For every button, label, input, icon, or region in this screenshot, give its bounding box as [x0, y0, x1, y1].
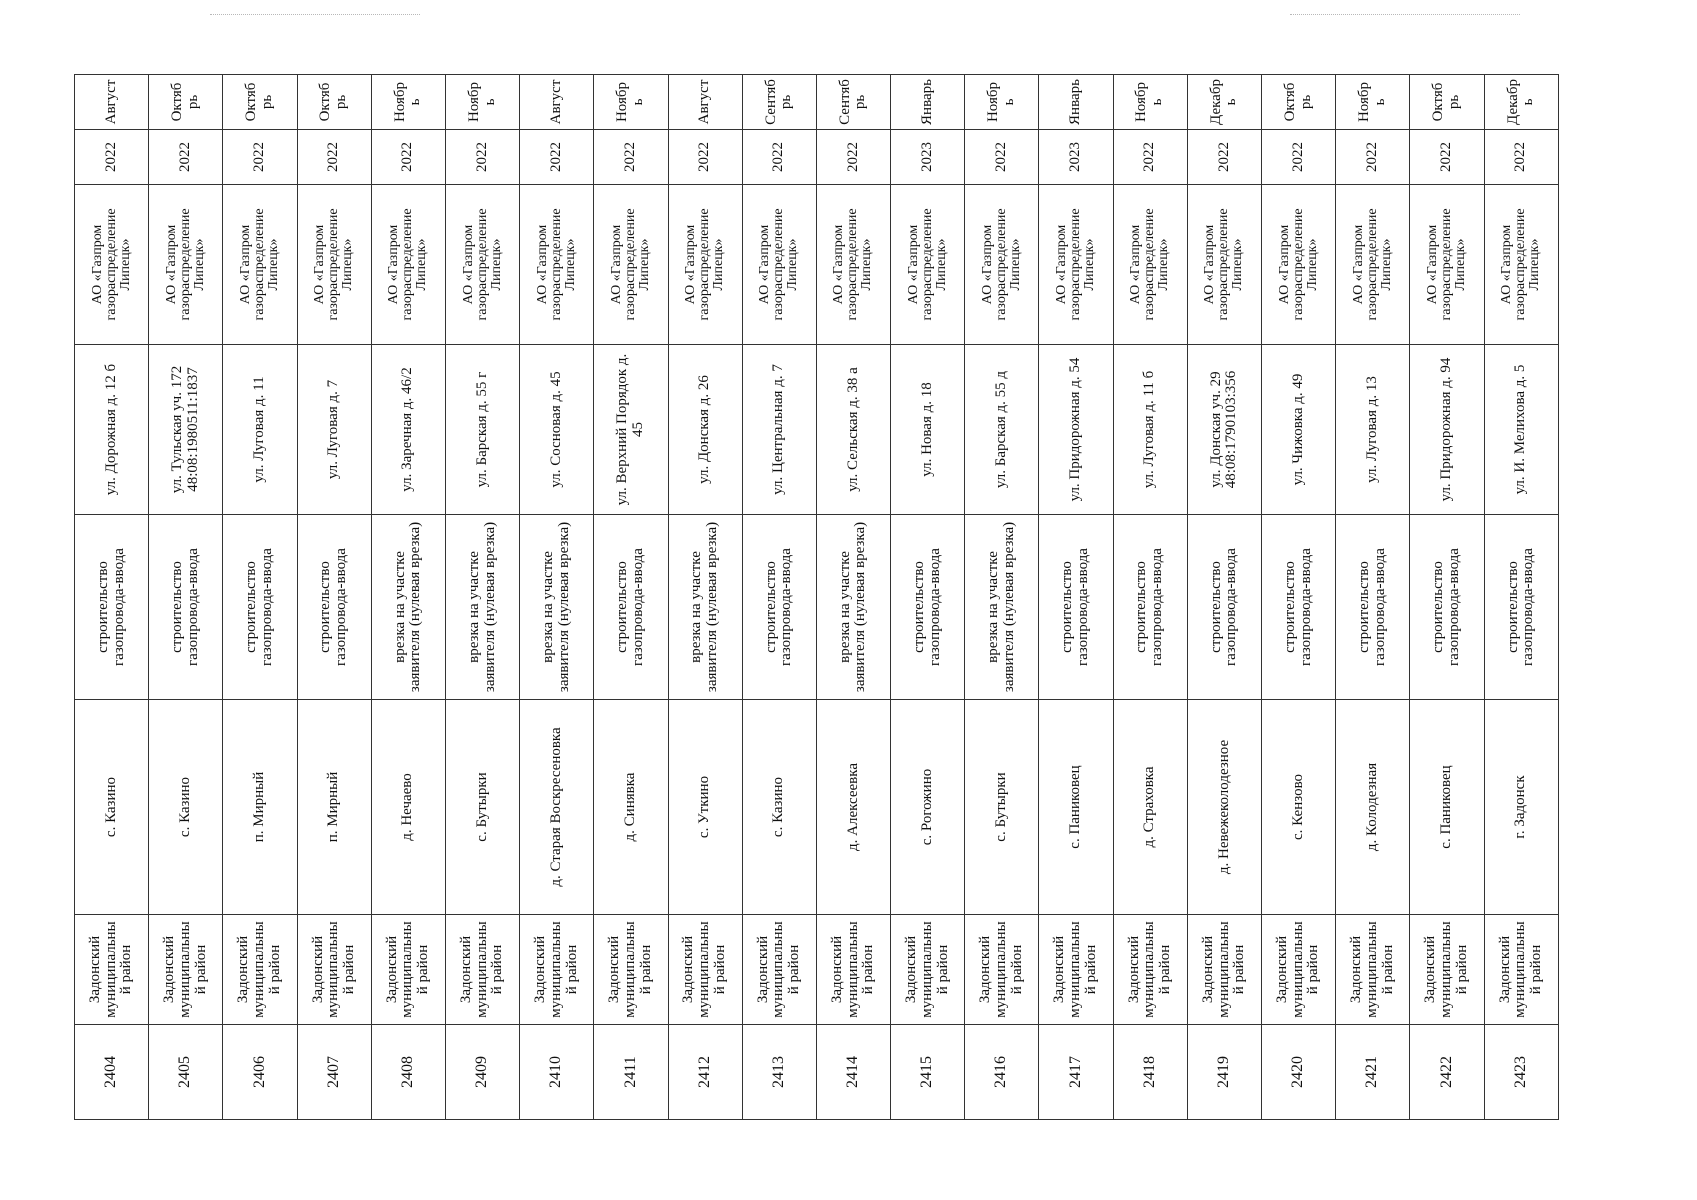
locality-cell: с. Бутырки	[445, 700, 519, 915]
table-row	[965, 75, 1039, 1120]
locality-cell: д. Старая Воскресеновка	[520, 700, 594, 915]
row-number-cell: 2415	[891, 1025, 965, 1120]
work-type-cell: строительство газопровода-ввода	[1113, 515, 1187, 700]
month-cell: Ноябрь	[1113, 75, 1187, 130]
district-cell: Задонский муниципальный район	[149, 915, 223, 1025]
table-row	[520, 75, 594, 1120]
organization-cell: АО «Газпром газораспределение Липецк»	[75, 185, 149, 345]
work-type-cell: строительство газопровода-ввода	[149, 515, 223, 700]
work-type-cell: врезка на участке заявителя (нулевая врезка)	[520, 515, 594, 700]
address-cell: ул. И. Мелихова д. 5	[1484, 345, 1558, 515]
locality-cell: с. Бутырки	[965, 700, 1039, 915]
year-cell: 2022	[1336, 130, 1410, 185]
address-cell: ул. Донская уч. 29 48:08:1790103:356	[1187, 345, 1261, 515]
table-row	[816, 75, 890, 1120]
organization-cell: АО «Газпром газораспределение Липецк»	[371, 185, 445, 345]
row-number-cell: 2422	[1410, 1025, 1484, 1120]
organization-cell: АО «Газпром газораспределение Липецк»	[297, 185, 371, 345]
district-cell: Задонский муниципальный район	[1113, 915, 1187, 1025]
locality-cell: д. Страховка	[1113, 700, 1187, 915]
table-row	[223, 75, 297, 1120]
year-cell: 2022	[1262, 130, 1336, 185]
address-cell: ул. Луговая д. 7	[297, 345, 371, 515]
row-number-cell: 2413	[742, 1025, 816, 1120]
organization-cell: АО «Газпром газораспределение Липецк»	[1039, 185, 1113, 345]
organization-cell: АО «Газпром газораспределение Липецк»	[520, 185, 594, 345]
row-number-cell: 2411	[594, 1025, 668, 1120]
organization-cell: АО «Газпром газораспределение Липецк»	[1336, 185, 1410, 345]
year-cell: 2022	[223, 130, 297, 185]
month-cell: Ноябрь	[965, 75, 1039, 130]
year-cell: 2022	[75, 130, 149, 185]
organization-cell: АО «Газпром газораспределение Липецк»	[965, 185, 1039, 345]
organization-cell: АО «Газпром газораспределение Липецк»	[1113, 185, 1187, 345]
year-cell: 2022	[1484, 130, 1558, 185]
organization-cell: АО «Газпром газораспределение Липецк»	[891, 185, 965, 345]
year-cell: 2022	[742, 130, 816, 185]
table-body	[75, 75, 1559, 1120]
locality-cell: с. Рогожино	[891, 700, 965, 915]
locality-cell: с. Казино	[75, 700, 149, 915]
work-type-cell: врезка на участке заявителя (нулевая врезка)	[371, 515, 445, 700]
locality-cell: п. Мирный	[297, 700, 371, 915]
district-cell: Задонский муниципальный район	[75, 915, 149, 1025]
month-cell: Октябрь	[297, 75, 371, 130]
district-cell: Задонский муниципальный район	[520, 915, 594, 1025]
year-cell: 2023	[891, 130, 965, 185]
scan-artifact-line	[1290, 14, 1520, 15]
month-cell: Январь	[891, 75, 965, 130]
row-number-cell: 2409	[445, 1025, 519, 1120]
row-number-cell: 2417	[1039, 1025, 1113, 1120]
year-cell: 2022	[297, 130, 371, 185]
month-cell: Октябрь	[223, 75, 297, 130]
year-cell: 2022	[594, 130, 668, 185]
row-number-cell: 2418	[1113, 1025, 1187, 1120]
row-number-cell: 2405	[149, 1025, 223, 1120]
address-cell: ул. Сосновая д. 45	[520, 345, 594, 515]
table-row	[149, 75, 223, 1120]
row-number-cell: 2423	[1484, 1025, 1558, 1120]
month-cell: Сентябрь	[742, 75, 816, 130]
address-cell: ул. Придорожная д. 94	[1410, 345, 1484, 515]
year-cell: 2022	[1113, 130, 1187, 185]
organization-cell: АО «Газпром газораспределение Липецк»	[1484, 185, 1558, 345]
organization-cell: АО «Газпром газораспределение Липецк»	[594, 185, 668, 345]
organization-cell: АО «Газпром газораспределение Липецк»	[149, 185, 223, 345]
address-cell: ул. Донская д. 26	[668, 345, 742, 515]
work-type-cell: строительство газопровода-ввода	[1410, 515, 1484, 700]
month-cell: Сентябрь	[816, 75, 890, 130]
table-row	[445, 75, 519, 1120]
district-cell: Задонский муниципальный район	[1410, 915, 1484, 1025]
locality-cell: д. Колодезная	[1336, 700, 1410, 915]
work-type-cell: строительство газопровода-ввода	[1336, 515, 1410, 700]
address-cell: ул. Новая д. 18	[891, 345, 965, 515]
locality-cell: с. Казино	[149, 700, 223, 915]
locality-cell: д. Нечаево	[371, 700, 445, 915]
table-row	[668, 75, 742, 1120]
table-row	[297, 75, 371, 1120]
table-row	[1336, 75, 1410, 1120]
table-row	[75, 75, 149, 1120]
work-type-cell: строительство газопровода-ввода	[1484, 515, 1558, 700]
month-cell: Октябрь	[1410, 75, 1484, 130]
month-cell: Август	[520, 75, 594, 130]
month-cell: Октябрь	[149, 75, 223, 130]
work-type-cell: врезка на участке заявителя (нулевая врезка)	[445, 515, 519, 700]
table-row	[1410, 75, 1484, 1120]
district-cell: Задонский муниципальный район	[1187, 915, 1261, 1025]
row-number-cell: 2416	[965, 1025, 1039, 1120]
district-cell: Задонский муниципальный район	[371, 915, 445, 1025]
work-type-cell: врезка на участке заявителя (нулевая врезка)	[816, 515, 890, 700]
scan-artifact-line	[210, 14, 420, 15]
organization-cell: АО «Газпром газораспределение Липецк»	[1262, 185, 1336, 345]
month-cell: Декабрь	[1484, 75, 1558, 130]
address-cell: ул. Тульская уч. 172 48:08:1980511:1837	[149, 345, 223, 515]
district-cell: Задонский муниципальный район	[965, 915, 1039, 1025]
organization-cell: АО «Газпром газораспределение Липецк»	[668, 185, 742, 345]
row-number-cell: 2420	[1262, 1025, 1336, 1120]
row-number-cell: 2419	[1187, 1025, 1261, 1120]
district-cell: Задонский муниципальный район	[297, 915, 371, 1025]
locality-cell: п. Мирный	[223, 700, 297, 915]
table-row	[1113, 75, 1187, 1120]
district-cell: Задонский муниципальный район	[668, 915, 742, 1025]
organization-cell: АО «Газпром газораспределение Липецк»	[1187, 185, 1261, 345]
month-cell: Октябрь	[1262, 75, 1336, 130]
organization-cell: АО «Газпром газораспределение Липецк»	[445, 185, 519, 345]
year-cell: 2022	[520, 130, 594, 185]
gasification-registry-table	[74, 74, 1559, 1120]
district-cell: Задонский муниципальный район	[742, 915, 816, 1025]
work-type-cell: строительство газопровода-ввода	[1039, 515, 1113, 700]
locality-cell: с. Паниковец	[1039, 700, 1113, 915]
row-number-cell: 2421	[1336, 1025, 1410, 1120]
locality-cell: с. Уткино	[668, 700, 742, 915]
locality-cell: д. Невежеколодезное	[1187, 700, 1261, 915]
table-row	[1039, 75, 1113, 1120]
row-number-cell: 2408	[371, 1025, 445, 1120]
table-row	[371, 75, 445, 1120]
address-cell: ул. Заречная д. 46/2	[371, 345, 445, 515]
table-row	[1187, 75, 1261, 1120]
address-cell: ул. Луговая д. 11	[223, 345, 297, 515]
year-cell: 2022	[149, 130, 223, 185]
month-cell: Декабрь	[1187, 75, 1261, 130]
month-cell: Ноябрь	[371, 75, 445, 130]
year-cell: 2022	[1187, 130, 1261, 185]
district-cell: Задонский муниципальный район	[1484, 915, 1558, 1025]
address-cell: ул. Луговая д. 11 б	[1113, 345, 1187, 515]
row-number-cell: 2410	[520, 1025, 594, 1120]
organization-cell: АО «Газпром газораспределение Липецк»	[742, 185, 816, 345]
locality-cell: г. Задонск	[1484, 700, 1558, 915]
work-type-cell: строительство газопровода-ввода	[594, 515, 668, 700]
work-type-cell: врезка на участке заявителя (нулевая врезка)	[965, 515, 1039, 700]
address-cell: ул. Барская д. 55 г	[445, 345, 519, 515]
rotated-table-wrapper	[74, 75, 1559, 1120]
district-cell: Задонский муниципальный район	[1336, 915, 1410, 1025]
address-cell: ул. Чижовка д. 49	[1262, 345, 1336, 515]
district-cell: Задонский муниципальный район	[223, 915, 297, 1025]
locality-cell: с. Казино	[742, 700, 816, 915]
locality-cell: д. Алексеевка	[816, 700, 890, 915]
work-type-cell: врезка на участке заявителя (нулевая врезка)	[668, 515, 742, 700]
district-cell: Задонский муниципальный район	[594, 915, 668, 1025]
address-cell: ул. Сельская д. 38 а	[816, 345, 890, 515]
table-row	[1484, 75, 1558, 1120]
district-cell: Задонский муниципальный район	[1039, 915, 1113, 1025]
row-number-cell: 2414	[816, 1025, 890, 1120]
address-cell: ул. Дорожная д. 12 б	[75, 345, 149, 515]
work-type-cell: строительство газопровода-ввода	[742, 515, 816, 700]
locality-cell: с. Кензово	[1262, 700, 1336, 915]
work-type-cell: строительство газопровода-ввода	[297, 515, 371, 700]
district-cell: Задонский муниципальный район	[1262, 915, 1336, 1025]
work-type-cell: строительство газопровода-ввода	[75, 515, 149, 700]
table-row	[1262, 75, 1336, 1120]
row-number-cell: 2412	[668, 1025, 742, 1120]
work-type-cell: строительство газопровода-ввода	[223, 515, 297, 700]
work-type-cell: строительство газопровода-ввода	[1187, 515, 1261, 700]
month-cell: Ноябрь	[1336, 75, 1410, 130]
year-cell: 2022	[965, 130, 1039, 185]
table-row	[742, 75, 816, 1120]
address-cell: ул. Луговая д. 13	[1336, 345, 1410, 515]
locality-cell: д. Синявка	[594, 700, 668, 915]
organization-cell: АО «Газпром газораспределение Липецк»	[223, 185, 297, 345]
month-cell: Ноябрь	[594, 75, 668, 130]
year-cell: 2023	[1039, 130, 1113, 185]
work-type-cell: строительство газопровода-ввода	[891, 515, 965, 700]
organization-cell: АО «Газпром газораспределение Липецк»	[816, 185, 890, 345]
district-cell: Задонский муниципальный район	[891, 915, 965, 1025]
row-number-cell: 2407	[297, 1025, 371, 1120]
month-cell: Ноябрь	[445, 75, 519, 130]
locality-cell: с. Паниковец	[1410, 700, 1484, 915]
month-cell: Январь	[1039, 75, 1113, 130]
row-number-cell: 2404	[75, 1025, 149, 1120]
year-cell: 2022	[1410, 130, 1484, 185]
year-cell: 2022	[445, 130, 519, 185]
table-row	[891, 75, 965, 1120]
month-cell: Август	[75, 75, 149, 130]
address-cell: ул. Центральная д. 7	[742, 345, 816, 515]
address-cell: ул. Придорожная д. 54	[1039, 345, 1113, 515]
organization-cell: АО «Газпром газораспределение Липецк»	[1410, 185, 1484, 345]
district-cell: Задонский муниципальный район	[816, 915, 890, 1025]
year-cell: 2022	[371, 130, 445, 185]
year-cell: 2022	[816, 130, 890, 185]
work-type-cell: строительство газопровода-ввода	[1262, 515, 1336, 700]
address-cell: ул. Верхний Порядок д. 45	[594, 345, 668, 515]
district-cell: Задонский муниципальный район	[445, 915, 519, 1025]
address-cell: ул. Барская д. 55 д	[965, 345, 1039, 515]
year-cell: 2022	[668, 130, 742, 185]
row-number-cell: 2406	[223, 1025, 297, 1120]
month-cell: Август	[668, 75, 742, 130]
table-row	[594, 75, 668, 1120]
